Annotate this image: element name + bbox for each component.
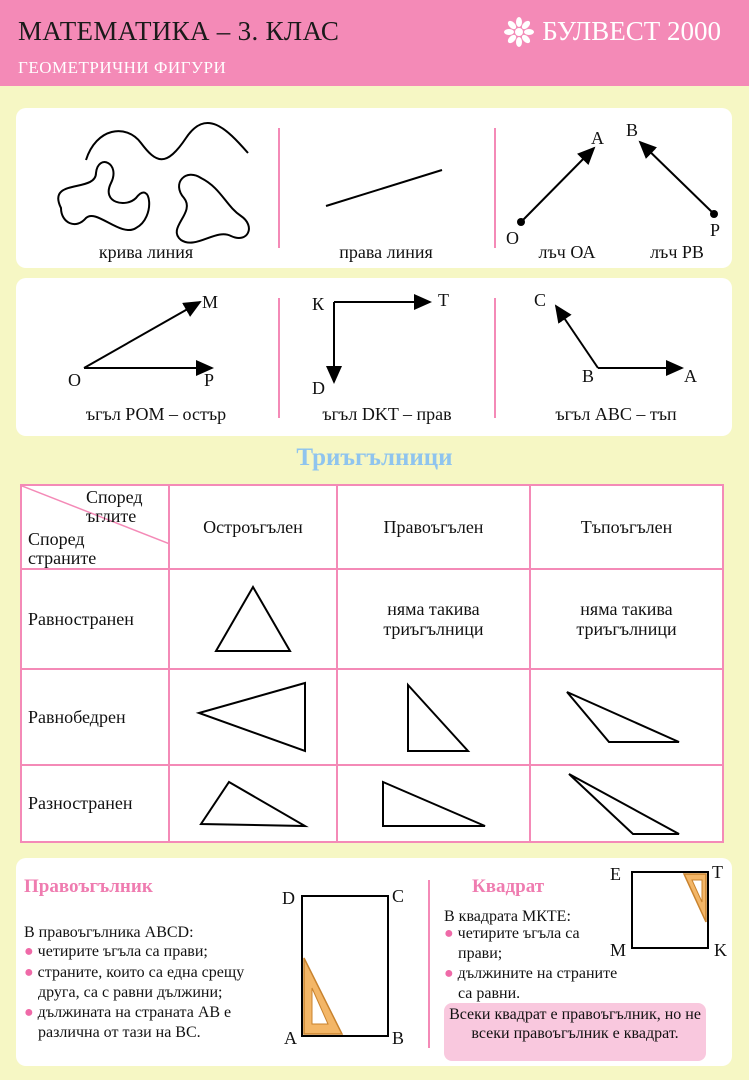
obtuse-angle-drawing [546, 298, 696, 378]
table-corner-cell [21, 485, 169, 569]
isosceles-obtuse-triangle [561, 682, 691, 752]
row-equilateral: Равностранен [21, 569, 169, 669]
right-point-d: D [312, 378, 325, 398]
rectangle-title: Правоъгълник [24, 876, 153, 897]
cell-scalene-obtuse [530, 765, 723, 842]
obtuse-angle-caption: ъгъл АВС – тъп [555, 404, 677, 424]
bullet-dot: ● [444, 925, 454, 942]
bullet-text: четирите ъгъла са прави; [37, 943, 208, 960]
set-square-icon [304, 958, 342, 1034]
rectangle-bullet-3 [24, 1003, 231, 1023]
by-sides-label: Според страните [28, 529, 97, 568]
obtuse-point-a: А [684, 366, 697, 386]
square-point-e: E [610, 864, 621, 884]
rect-point-c: C [392, 886, 405, 906]
square-point-t: T [712, 862, 723, 882]
scalene-right-triangle [373, 776, 493, 832]
square-drawing [626, 864, 716, 954]
rect-point-b: B [392, 1028, 405, 1048]
acute-angle-caption: ъгъл РОМ – остър [85, 404, 227, 424]
lines-panel [16, 108, 732, 268]
cell-scalene-right [337, 765, 530, 842]
bullet-text: дължината на страната АВ е [37, 1004, 232, 1021]
obtuse-point-b: В [582, 366, 595, 386]
bullet-dot: ● [444, 965, 454, 982]
square-bullet-1 [444, 924, 580, 944]
square-bullet-1-cont: прави; [458, 945, 503, 962]
cell-equilateral-obtuse [530, 569, 723, 669]
straight-line-caption: права линия [339, 242, 433, 262]
row-isosceles: Равнобедрен [21, 669, 169, 765]
right-angle-drawing [326, 292, 446, 392]
square-intro: В квадрата МКТЕ: [444, 908, 571, 925]
square-bullet-2-cont: са равни. [458, 985, 521, 1002]
bullet-text: страните, които са една срещу [37, 964, 245, 981]
none-text: няма такива триъгълници [383, 599, 484, 639]
flower-logo-icon [504, 17, 534, 47]
right-point-k: К [312, 294, 325, 314]
col-acute: Остроъгълен [169, 485, 337, 569]
col-right: Правоъгълен [337, 485, 530, 569]
row-scalene: Разностранен [21, 765, 169, 842]
ray-point-a: А [591, 128, 604, 148]
rectangle-bullet-2-cont: друга, са с равни дължини; [38, 984, 223, 1001]
ray-oa-caption: лъч ОА [538, 242, 596, 262]
brand-name: БУЛВЕСТ 2000 [542, 16, 721, 46]
cell-equilateral-acute [169, 569, 337, 669]
cell-scalene-acute [169, 765, 337, 842]
cell-isosceles-acute [169, 669, 337, 765]
acute-point-p: Р [204, 370, 215, 390]
set-square-icon [684, 874, 706, 922]
page-subtitle: ГЕОМЕТРИЧНИ ФИГУРИ [18, 58, 227, 77]
equilateral-triangle [208, 581, 298, 657]
bullet-text: дължините на страните [457, 965, 618, 982]
divider [494, 298, 496, 418]
ray-pb-caption: лъч РВ [650, 242, 704, 262]
rays-drawing [506, 118, 732, 228]
square-title: Квадрат [472, 876, 545, 897]
rect-point-a: A [284, 1028, 297, 1048]
isosceles-right-triangle [388, 677, 478, 757]
square-point-k: K [714, 940, 727, 960]
by-angles-label: Според ъглите [86, 487, 143, 526]
isosceles-acute-triangle [193, 677, 313, 757]
col-obtuse: Тъпоъгълен [530, 485, 723, 569]
divider [428, 880, 430, 1048]
acute-point-o: О [68, 370, 81, 390]
rectangle-bullet-1 [24, 942, 208, 962]
rectangle-bullet-3-cont: различна от тази на ВС. [38, 1024, 201, 1041]
curve-line-caption: крива линия [98, 242, 194, 262]
ray-point-o: О [506, 228, 519, 248]
header-bar [0, 0, 749, 86]
scalene-acute-triangle [193, 776, 313, 832]
rectangle-drawing [290, 886, 400, 1046]
cell-equilateral-right [337, 569, 530, 669]
right-angle-caption: ъгъл DKT – прав [322, 404, 452, 424]
triangles-title: Триъгълници [296, 444, 453, 471]
bullet-dot: ● [24, 1004, 34, 1021]
brand [504, 16, 721, 47]
square-note: Всеки квадрат е правоъгълник, но не всеки правоъгълник е квадрат. [444, 1003, 706, 1061]
triangles-table [20, 484, 724, 843]
cell-isosceles-obtuse [530, 669, 723, 765]
right-point-t: Т [438, 290, 449, 310]
straight-line-drawing [316, 158, 466, 218]
divider [278, 128, 280, 248]
divider [494, 128, 496, 248]
obtuse-point-c: С [534, 290, 547, 310]
angles-panel [16, 278, 732, 436]
none-text: няма такива триъгълници [576, 599, 677, 639]
rectangle-bullet-2 [24, 963, 244, 983]
scalene-obtuse-triangle [561, 768, 691, 840]
bullet-text: четирите ъгъла са [457, 925, 580, 942]
cell-isosceles-right [337, 669, 530, 765]
square-bullet-2 [444, 964, 617, 984]
divider [278, 298, 280, 418]
bullet-dot: ● [24, 964, 34, 981]
acute-point-m: М [202, 292, 219, 312]
ray-point-p: Р [710, 220, 721, 240]
rectangle-intro: В правоъгълника ABCD: [24, 924, 194, 941]
square-point-m: M [610, 940, 627, 960]
ray-point-b: В [626, 120, 639, 140]
bullet-dot: ● [24, 943, 34, 960]
rect-point-d: D [282, 888, 295, 908]
page-title: МАТЕМАТИКА – 3. КЛАС [18, 16, 340, 46]
